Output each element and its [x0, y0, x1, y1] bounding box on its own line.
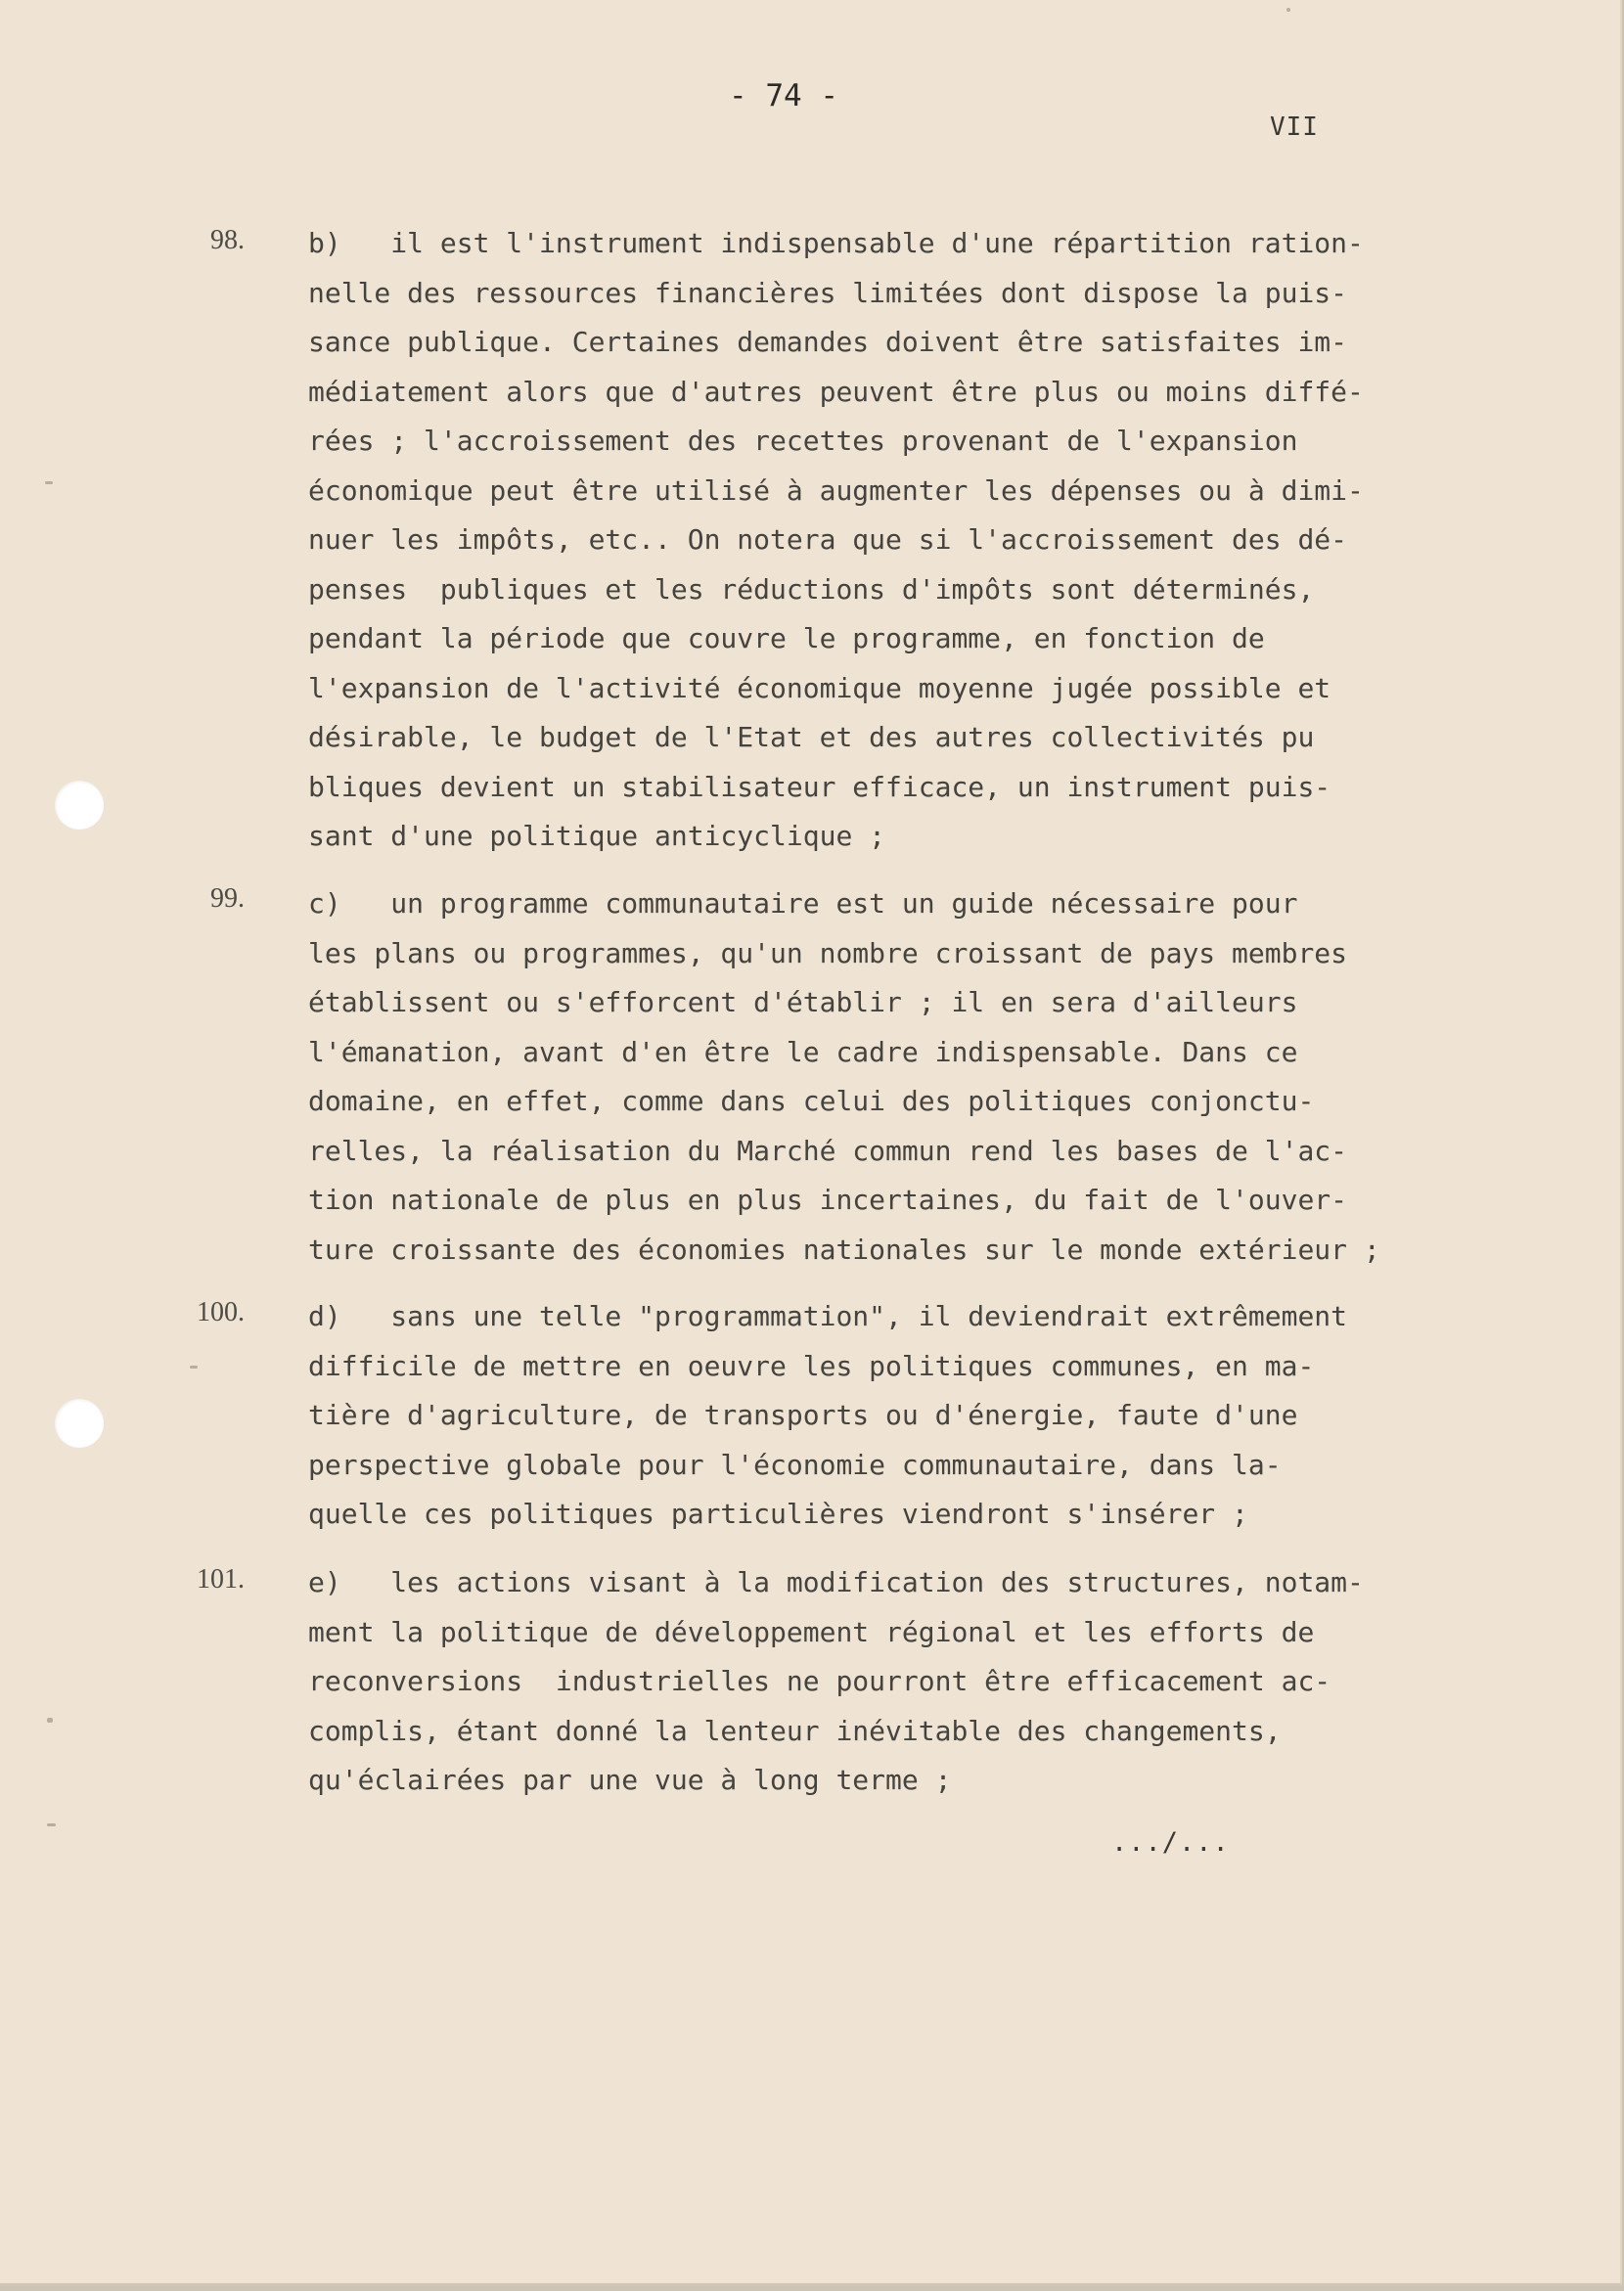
continuation-mark: .../...: [1111, 1827, 1230, 1858]
text-line: nelle des ressources financières limitées dont dispose la puis-: [308, 276, 1348, 309]
text-line: ture croissante des économies nationales sur le monde extérieur ;: [308, 1233, 1380, 1266]
paragraph-99: [308, 879, 1423, 1275]
paper-mark: [1286, 8, 1290, 12]
paragraph-100: [308, 1292, 1423, 1540]
text-line: reconversions industrielles ne pourront être efficacement ac-: [308, 1665, 1331, 1697]
paper-mark: [190, 1366, 198, 1369]
text-line: économique peut être utilisé à augmenter les dépenses ou à dimi-: [308, 473, 1364, 507]
punch-hole: [55, 1399, 104, 1448]
page-number: - 74 -: [729, 78, 838, 113]
text-line: tière d'agriculture, de transports ou d'énergie, faute d'une: [308, 1399, 1298, 1431]
text-line: tion nationale de plus en plus incertaines, du fait de l'ouver-: [308, 1184, 1348, 1216]
paragraph-number: 99.: [210, 883, 245, 914]
text-line: perspective globale pour l'économie communautaire, dans la-: [308, 1448, 1282, 1481]
text-line: quelle ces politiques particulières viendront s'insérer ;: [308, 1498, 1248, 1530]
text-line: qu'éclairées par une vue à long terme ;: [308, 1764, 952, 1796]
paper-mark: [45, 481, 53, 484]
text-line: relles, la réalisation du Marché commun rend les bases de l'ac-: [308, 1134, 1348, 1167]
text-line: difficile de mettre en oeuvre les politiques communes, en ma-: [308, 1349, 1315, 1382]
paper-mark: [47, 1718, 53, 1723]
text-line: penses publiques et les réductions d'impôts sont déterminés,: [308, 572, 1315, 606]
text-line: nuer les impôts, etc.. On notera que si l'accroissement des dé-: [308, 523, 1348, 556]
text-line: l'émanation, avant d'en être le cadre indispensable. Dans ce: [308, 1035, 1298, 1068]
paragraph-number: 101.: [197, 1564, 245, 1595]
paragraph-number: 98.: [210, 225, 245, 255]
text-line: les plans ou programmes, qu'un nombre croissant de pays membres: [308, 936, 1348, 969]
text-line: établissent ou s'efforcent d'établir ; il en sera d'ailleurs: [308, 986, 1298, 1018]
text-line: c) un programme communautaire est un guide nécessaire pour: [308, 887, 1298, 920]
text-line: rées ; l'accroissement des recettes provenant de l'expansion: [308, 425, 1298, 457]
paragraph-number: 100.: [197, 1297, 245, 1327]
punch-hole: [55, 781, 104, 830]
text-line: médiatement alors que d'autres peuvent être plus ou moins diffé-: [308, 375, 1364, 408]
paragraph-101: [308, 1558, 1423, 1806]
text-line: b) il est l'instrument indispensable d'une répartition ration-: [308, 227, 1364, 259]
text-line: désirable, le budget de l'Etat et des autres collectivités pu: [308, 721, 1315, 753]
text-line: d) sans une telle "programmation", il deviendrait extrêmement: [308, 1300, 1348, 1332]
text-line: ment la politique de développement régional et les efforts de: [308, 1615, 1315, 1648]
paper-mark: [47, 1823, 56, 1826]
text-line: bliques devient un stabilisateur efficace, un instrument puis-: [308, 770, 1331, 803]
paragraph-98: [308, 219, 1423, 862]
text-line: pendant la période que couvre le programme, en fonction de: [308, 622, 1265, 654]
text-line: sance publique. Certaines demandes doivent être satisfaites im-: [308, 326, 1348, 358]
text-line: complis, étant donné la lenteur inévitable des changements,: [308, 1714, 1282, 1747]
text-line: domaine, en effet, comme dans celui des politiques conjonctu-: [308, 1085, 1315, 1117]
text-line: l'expansion de l'activité économique moyenne jugée possible et: [308, 671, 1331, 704]
text-line: sant d'une politique anticyclique ;: [308, 820, 886, 852]
section-mark: VII: [1270, 112, 1319, 142]
text-line: e) les actions visant à la modification des structures, notam-: [308, 1566, 1364, 1598]
